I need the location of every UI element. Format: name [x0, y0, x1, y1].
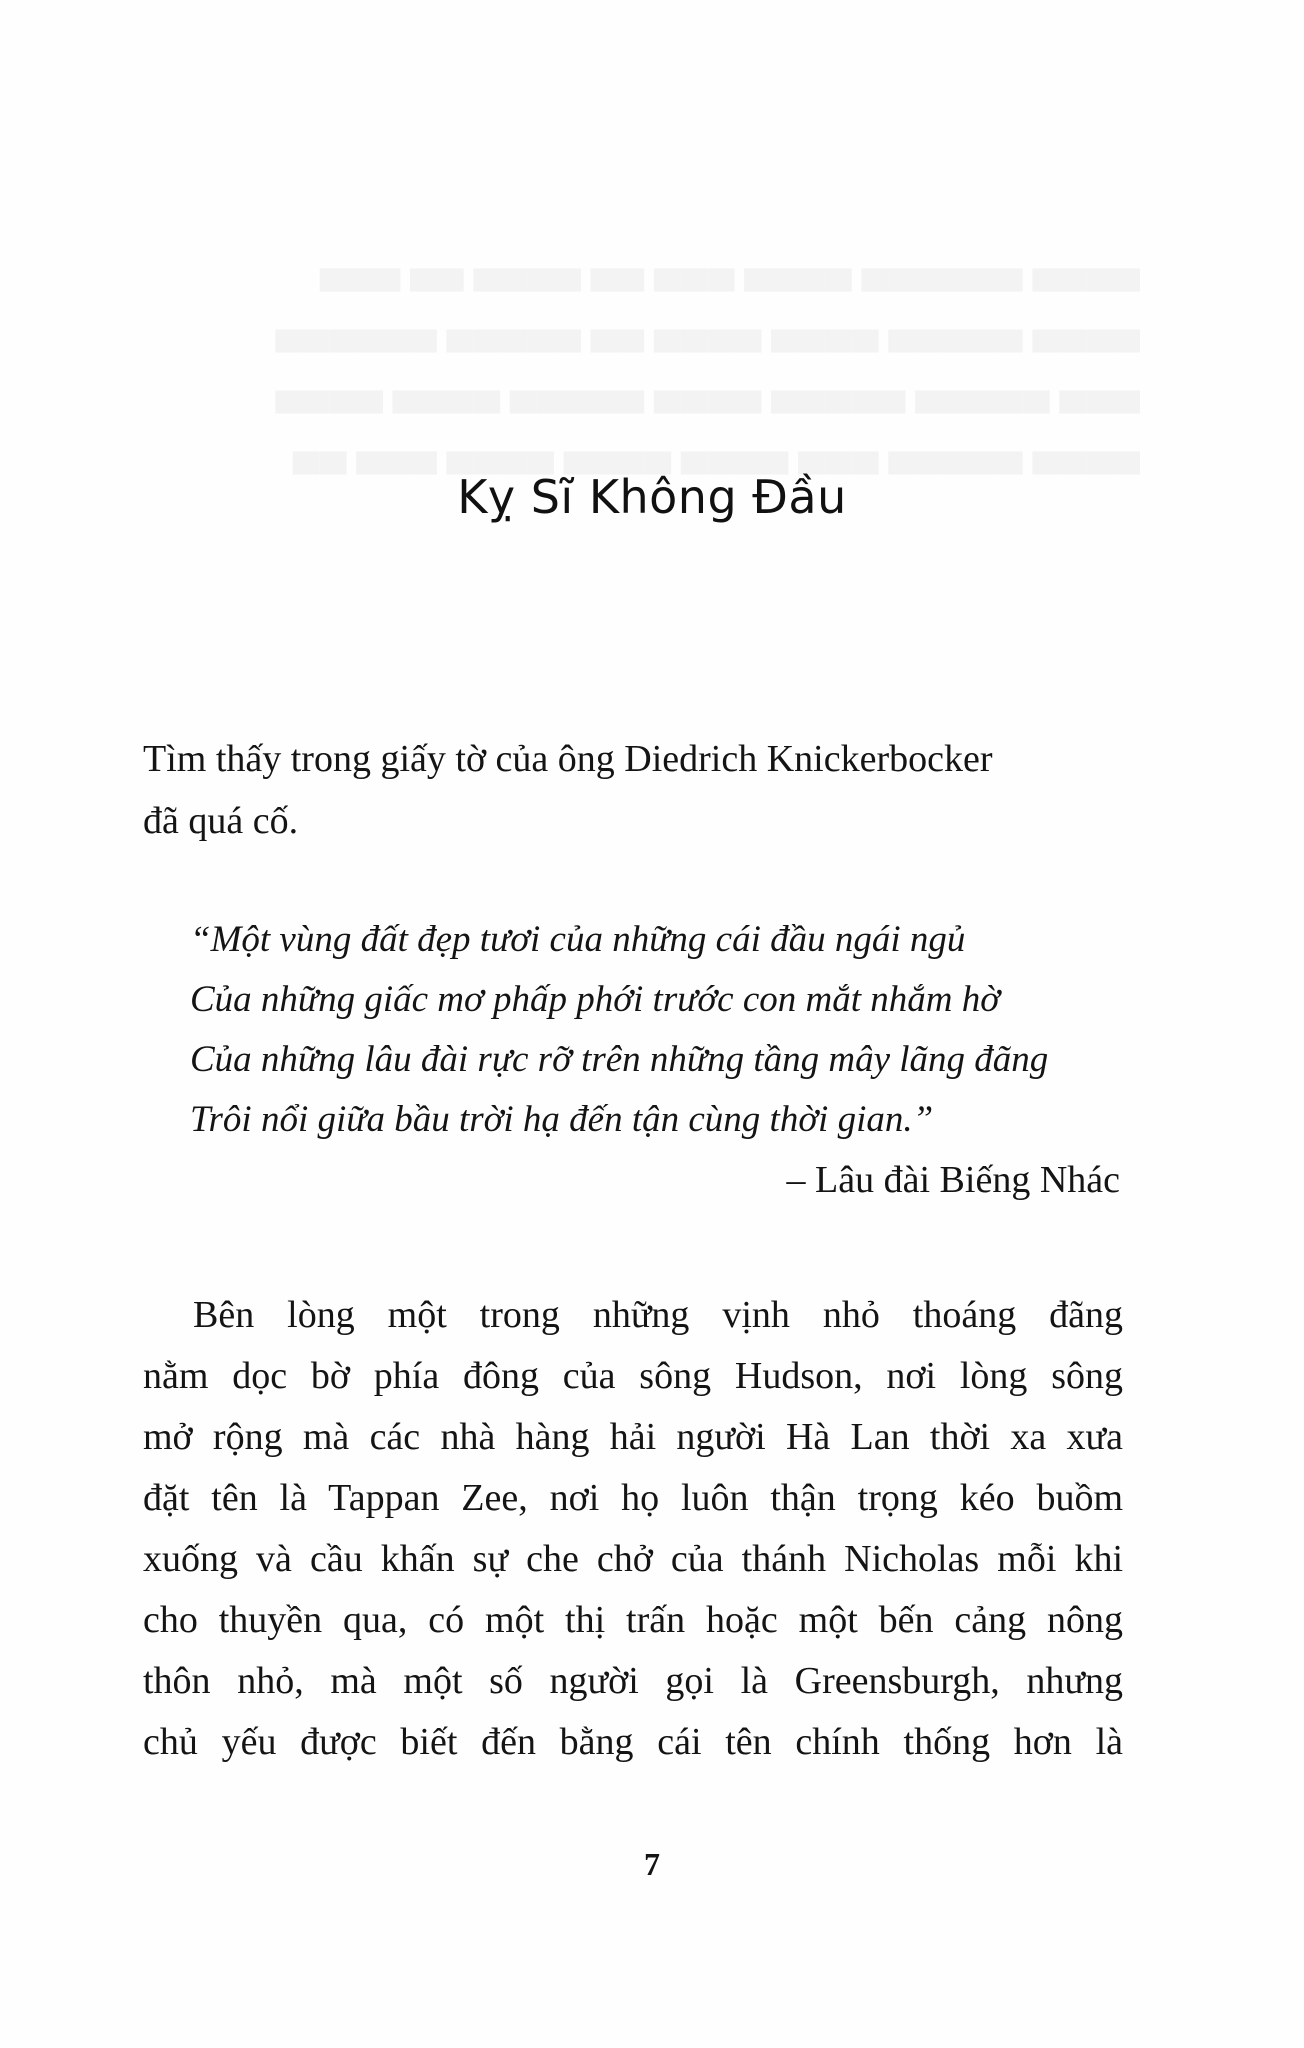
body-line: thôn nhỏ, mà một số người gọi là Greensburgh, nhưng: [143, 1660, 1123, 1702]
body-line: chủ yếu được biết đến bằng cái tên chính thống hơn là: [143, 1721, 1123, 1763]
intro-line: Tìm thấy trong giấy tờ của ông Diedrich Knickerbocker: [143, 738, 993, 780]
body-line: mở rộng mà các nhà hàng hải người Hà Lan thời xa xưa: [143, 1416, 1123, 1458]
body-line: Bên lòng một trong những vịnh nhỏ thoáng đãng: [193, 1294, 1123, 1336]
page-number: 7: [644, 1846, 660, 1882]
show-through-text: [140, 200, 1140, 505]
epigraph-poem: [190, 910, 1150, 1150]
chapter-title: Kỵ Sĩ Không Đầu: [457, 470, 847, 524]
intro-note: [143, 728, 1143, 852]
epigraph-attribution: – Lâu đài Biếng Nhác: [786, 1159, 1120, 1201]
body-line: cho thuyền qua, có một thị trấn hoặc một bến cảng nông: [143, 1599, 1123, 1641]
poem-line: Của những giấc mơ phấp phới trước con mắt nhắm hờ: [190, 979, 1000, 1020]
body-line: đặt tên là Tappan Zee, nơi họ luôn thận trọng kéo buồm: [143, 1477, 1123, 1519]
body-paragraph: [143, 1285, 1123, 1773]
poem-line: Của những lâu đài rực rỡ trên những tầng mây lãng đãng: [190, 1039, 1049, 1080]
body-line: nằm dọc bờ phía đông của sông Hudson, nơi lòng sông: [143, 1355, 1123, 1397]
body-line: xuống và cầu khấn sự che chở của thánh Nicholas mỗi khi: [143, 1538, 1123, 1580]
poem-line: Trôi nổi giữa bầu trời hạ đến tận cùng thời gian.”: [190, 1099, 934, 1140]
poem-line: “Một vùng đất đẹp tươi của những cái đầu ngái ngủ: [190, 919, 966, 960]
intro-line: đã quá cố.: [143, 800, 299, 842]
